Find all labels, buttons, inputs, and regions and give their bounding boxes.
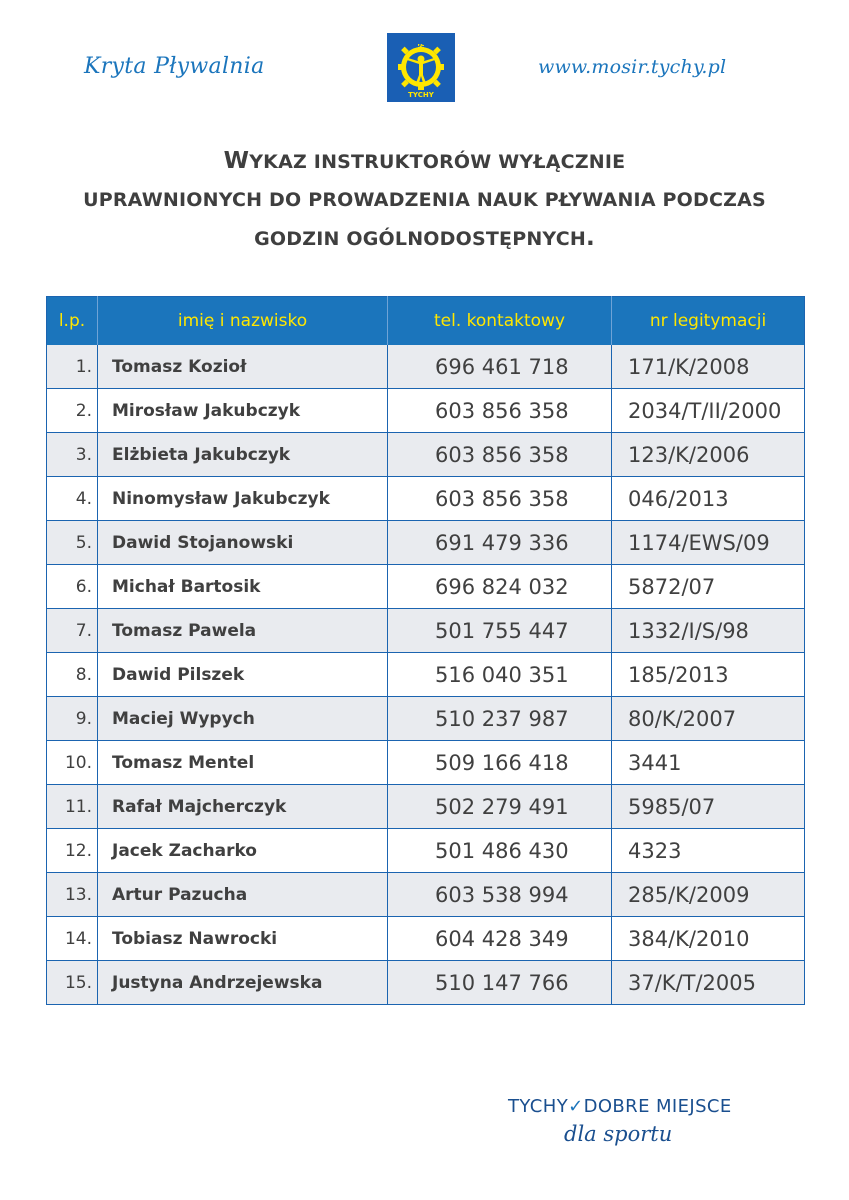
instructor-name: Tomasz Pawela: [98, 609, 388, 653]
phone-number: 516 040 351: [388, 653, 612, 697]
license-number: 123/K/2006: [612, 433, 805, 477]
table-row: [47, 961, 805, 1005]
license-number: 4323: [612, 829, 805, 873]
table-row: [47, 521, 805, 565]
header-left-text: Kryta Pływalnia: [84, 54, 265, 79]
license-number: 384/K/2010: [612, 917, 805, 961]
title-first-letter: W: [223, 148, 250, 174]
row-number: 11.: [47, 785, 98, 829]
phone-number: 604 428 349: [388, 917, 612, 961]
row-number: 15.: [47, 961, 98, 1005]
table-row: [47, 873, 805, 917]
table-header-row: [47, 297, 805, 346]
instructor-name: Tomasz Mentel: [98, 741, 388, 785]
column-header-license: nr legitymacji: [612, 297, 805, 346]
table-row: [47, 345, 805, 389]
license-number: 37/K/T/2005: [612, 961, 805, 1005]
footer-slogan-line2: dla sportu: [564, 1122, 673, 1146]
phone-number: 696 824 032: [388, 565, 612, 609]
license-number: 80/K/2007: [612, 697, 805, 741]
license-number: 171/K/2008: [612, 345, 805, 389]
instructor-name: Justyna Andrzejewska: [98, 961, 388, 1005]
instructor-name: Artur Pazucha: [98, 873, 388, 917]
license-number: 1332/I/S/98: [612, 609, 805, 653]
instructor-name: Elżbieta Jakubczyk: [98, 433, 388, 477]
phone-number: 603 856 358: [388, 433, 612, 477]
header-website-text: www.mosir.tychy.pl: [538, 56, 727, 78]
phone-number: 502 279 491: [388, 785, 612, 829]
instructor-name: Michał Bartosik: [98, 565, 388, 609]
title-period: .: [585, 225, 595, 251]
row-number: 1.: [47, 345, 98, 389]
check-icon: ✓: [568, 1096, 584, 1117]
license-number: 2034/T/II/2000: [612, 389, 805, 433]
instructor-name: Dawid Stojanowski: [98, 521, 388, 565]
title-line2: UPRAWNIONYCH DO PROWADZENIA NAUK PŁYWANIA PODCZAS: [83, 189, 766, 211]
row-number: 8.: [47, 653, 98, 697]
instructor-name: Jacek Zacharko: [98, 829, 388, 873]
license-number: 1174/EWS/09: [612, 521, 805, 565]
mosir-logo: [387, 33, 455, 102]
title-line3: GODZIN OGÓLNODOSTĘPNYCH: [254, 228, 586, 250]
phone-number: 603 856 358: [388, 477, 612, 521]
table-row: [47, 433, 805, 477]
table-row: [47, 565, 805, 609]
table-row: [47, 741, 805, 785]
phone-number: 603 856 358: [388, 389, 612, 433]
row-number: 14.: [47, 917, 98, 961]
table-row: [47, 917, 805, 961]
instructor-name: Maciej Wypych: [98, 697, 388, 741]
row-number: 10.: [47, 741, 98, 785]
table-row: [47, 785, 805, 829]
instructor-name: Ninomysław Jakubczyk: [98, 477, 388, 521]
row-number: 13.: [47, 873, 98, 917]
row-number: 4.: [47, 477, 98, 521]
phone-number: 501 486 430: [388, 829, 612, 873]
column-header-lp: l.p.: [47, 297, 98, 346]
license-number: 046/2013: [612, 477, 805, 521]
phone-number: 501 755 447: [388, 609, 612, 653]
row-number: 3.: [47, 433, 98, 477]
instructor-name: Tomasz Kozioł: [98, 345, 388, 389]
table-row: [47, 609, 805, 653]
row-number: 7.: [47, 609, 98, 653]
title-line1: YKAZ INSTRUKTORÓW WYŁĄCZNIE: [249, 151, 626, 173]
license-number: 5985/07: [612, 785, 805, 829]
table-row: [47, 653, 805, 697]
license-number: 5872/07: [612, 565, 805, 609]
phone-number: 696 461 718: [388, 345, 612, 389]
phone-number: 603 538 994: [388, 873, 612, 917]
column-header-phone: tel. kontaktowy: [388, 297, 612, 346]
instructor-name: Tobiasz Nawrocki: [98, 917, 388, 961]
row-number: 2.: [47, 389, 98, 433]
row-number: 6.: [47, 565, 98, 609]
column-header-name: imię i nazwisko: [98, 297, 388, 346]
phone-number: 510 147 766: [388, 961, 612, 1005]
footer-slogan-part1: TYCHY: [508, 1096, 569, 1117]
instructor-name: Dawid Pilszek: [98, 653, 388, 697]
table-row: [47, 477, 805, 521]
footer-slogan: [508, 1096, 732, 1117]
row-number: 5.: [47, 521, 98, 565]
instructor-name: Rafał Majcherczyk: [98, 785, 388, 829]
phone-number: 691 479 336: [388, 521, 612, 565]
row-number: 9.: [47, 697, 98, 741]
license-number: 3441: [612, 741, 805, 785]
row-number: 12.: [47, 829, 98, 873]
instructors-table: [46, 296, 805, 1005]
license-number: 185/2013: [612, 653, 805, 697]
instructor-name: Mirosław Jakubczyk: [98, 389, 388, 433]
table-row: [47, 697, 805, 741]
table-row: [47, 389, 805, 433]
phone-number: 509 166 418: [388, 741, 612, 785]
table-row: [47, 829, 805, 873]
logo-top-text: MOSiR: [408, 41, 434, 49]
footer-slogan-part2: DOBRE MIEJSCE: [583, 1096, 732, 1117]
license-number: 285/K/2009: [612, 873, 805, 917]
page-title: [60, 142, 789, 258]
phone-number: 510 237 987: [388, 697, 612, 741]
logo-bottom-text: TYCHY: [408, 91, 434, 99]
